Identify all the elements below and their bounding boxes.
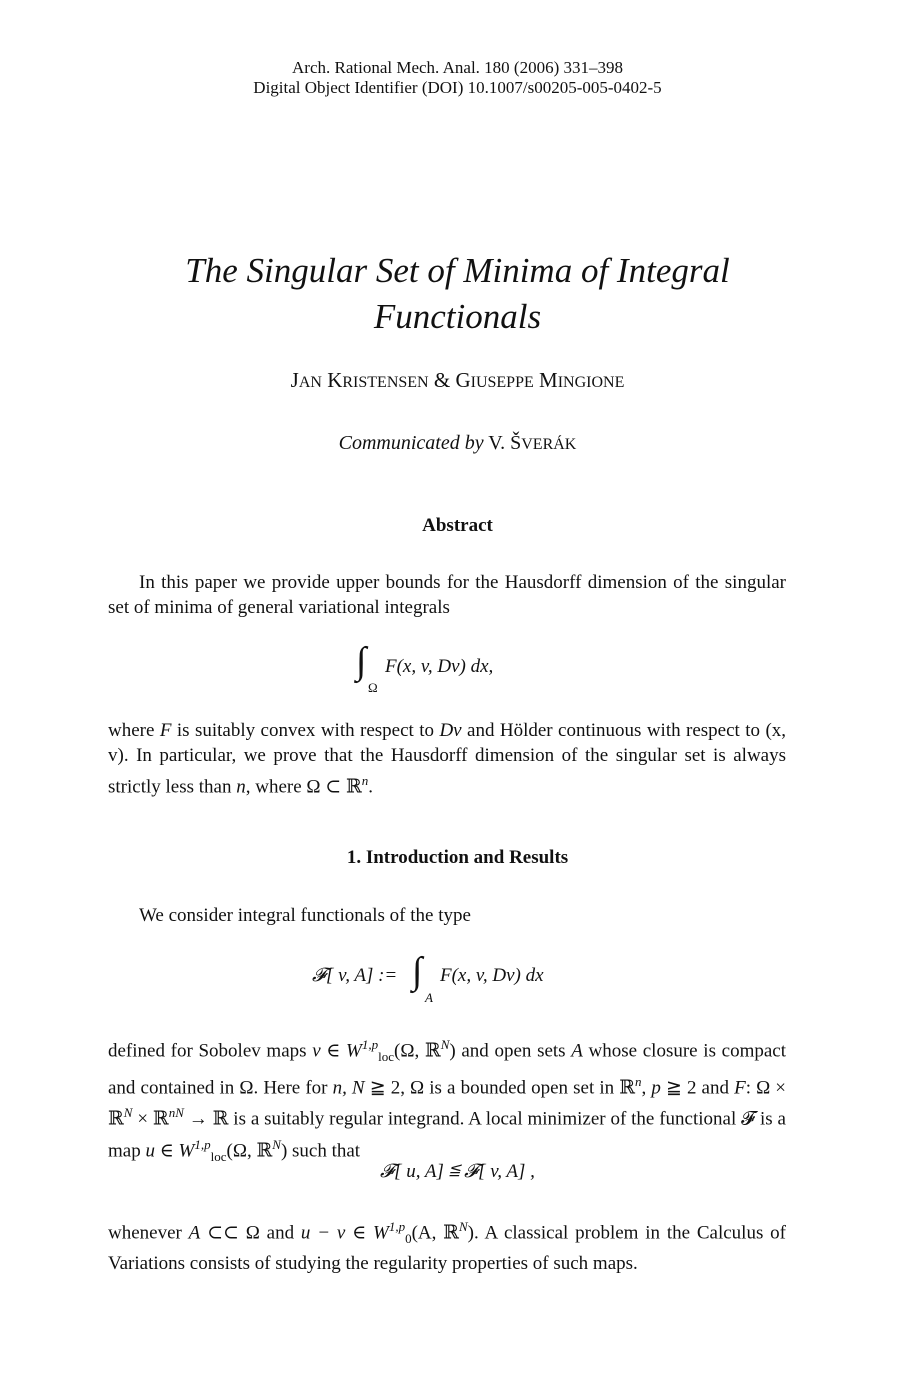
journal-citation: Arch. Rational Mech. Anal. 180 (2006) 331–398	[292, 58, 623, 77]
integrand: F(x, v, Dv) dx	[440, 965, 544, 986]
abstract-heading: Abstract	[422, 515, 493, 536]
doi-line: Digital Object Identifier (DOI) 10.1007/s00205-005-0402-5	[253, 78, 662, 97]
integrand: F(x, v, Dv) dx,	[385, 656, 494, 677]
authors: JAN KRISTENSEN & GIUSEPPE MINGIONE	[290, 368, 625, 392]
integral-sign: ∫	[356, 640, 367, 682]
section-1-paragraph-1: defined for Sobolev maps v ∈ W$^{1,p}_{loc}$(Ω, ℝ$^N$) and open sets A whose closure is compact and contained in Ω. Here for n, N ≧ 2, Ω is a bounded open set in ℝ$^n$, p ≧ 2 and F: Ω × ℝ$^N$ × ℝ$^{nN}$ → ℝ is a suitably regular integrand. A local minimizer of the functional 𝓕 is a map u ∈ W$^{1,p}_{loc}$(Ω, ℝ$^N$) such that	[108, 1037, 787, 1164]
section-1-heading: 1. Introduction and Results	[346, 847, 569, 868]
functional-definition-equation	[312, 952, 612, 1012]
section-1-paragraph-2: whenever A ⊂⊂ Ω and u − v ∈ W$^{1,p}_0$(A, ℝ$^N$). A classical problem in the Calculus of Variations consists of studying the regularity properties of such maps.	[108, 1219, 786, 1275]
paper-title-line-2: Functionals	[373, 297, 542, 336]
minimizer-inequality: 𝓕[ u, A] ≦ 𝓕[ v, A] ,	[380, 1161, 535, 1182]
integral-domain: Ω	[368, 680, 378, 695]
integral-domain: A	[425, 990, 433, 1005]
integral-sign: ∫	[412, 950, 423, 992]
functional-lhs: 𝓕[ v, A] :=	[312, 965, 398, 986]
section-1-intro: We consider integral functionals of the type	[139, 905, 471, 926]
abstract-paragraph-2: where F is suitably convex with respect to Dv and Hölder continuous with respect to (x, v). In particular, we prove that the Hausdorff dimension of the singular set is always strictly less than n, where Ω ⊂ ℝ$^n$.	[108, 720, 787, 798]
communicated-by: Communicated by V. ŠVERÁK	[338, 432, 577, 454]
paper-title-line-1: The Singular Set of Minima of Integral	[185, 251, 730, 290]
abstract-paragraph-1: In this paper we provide upper bounds for the Hausdorff dimension of the singular set of minima of general variational integrals	[108, 572, 786, 618]
